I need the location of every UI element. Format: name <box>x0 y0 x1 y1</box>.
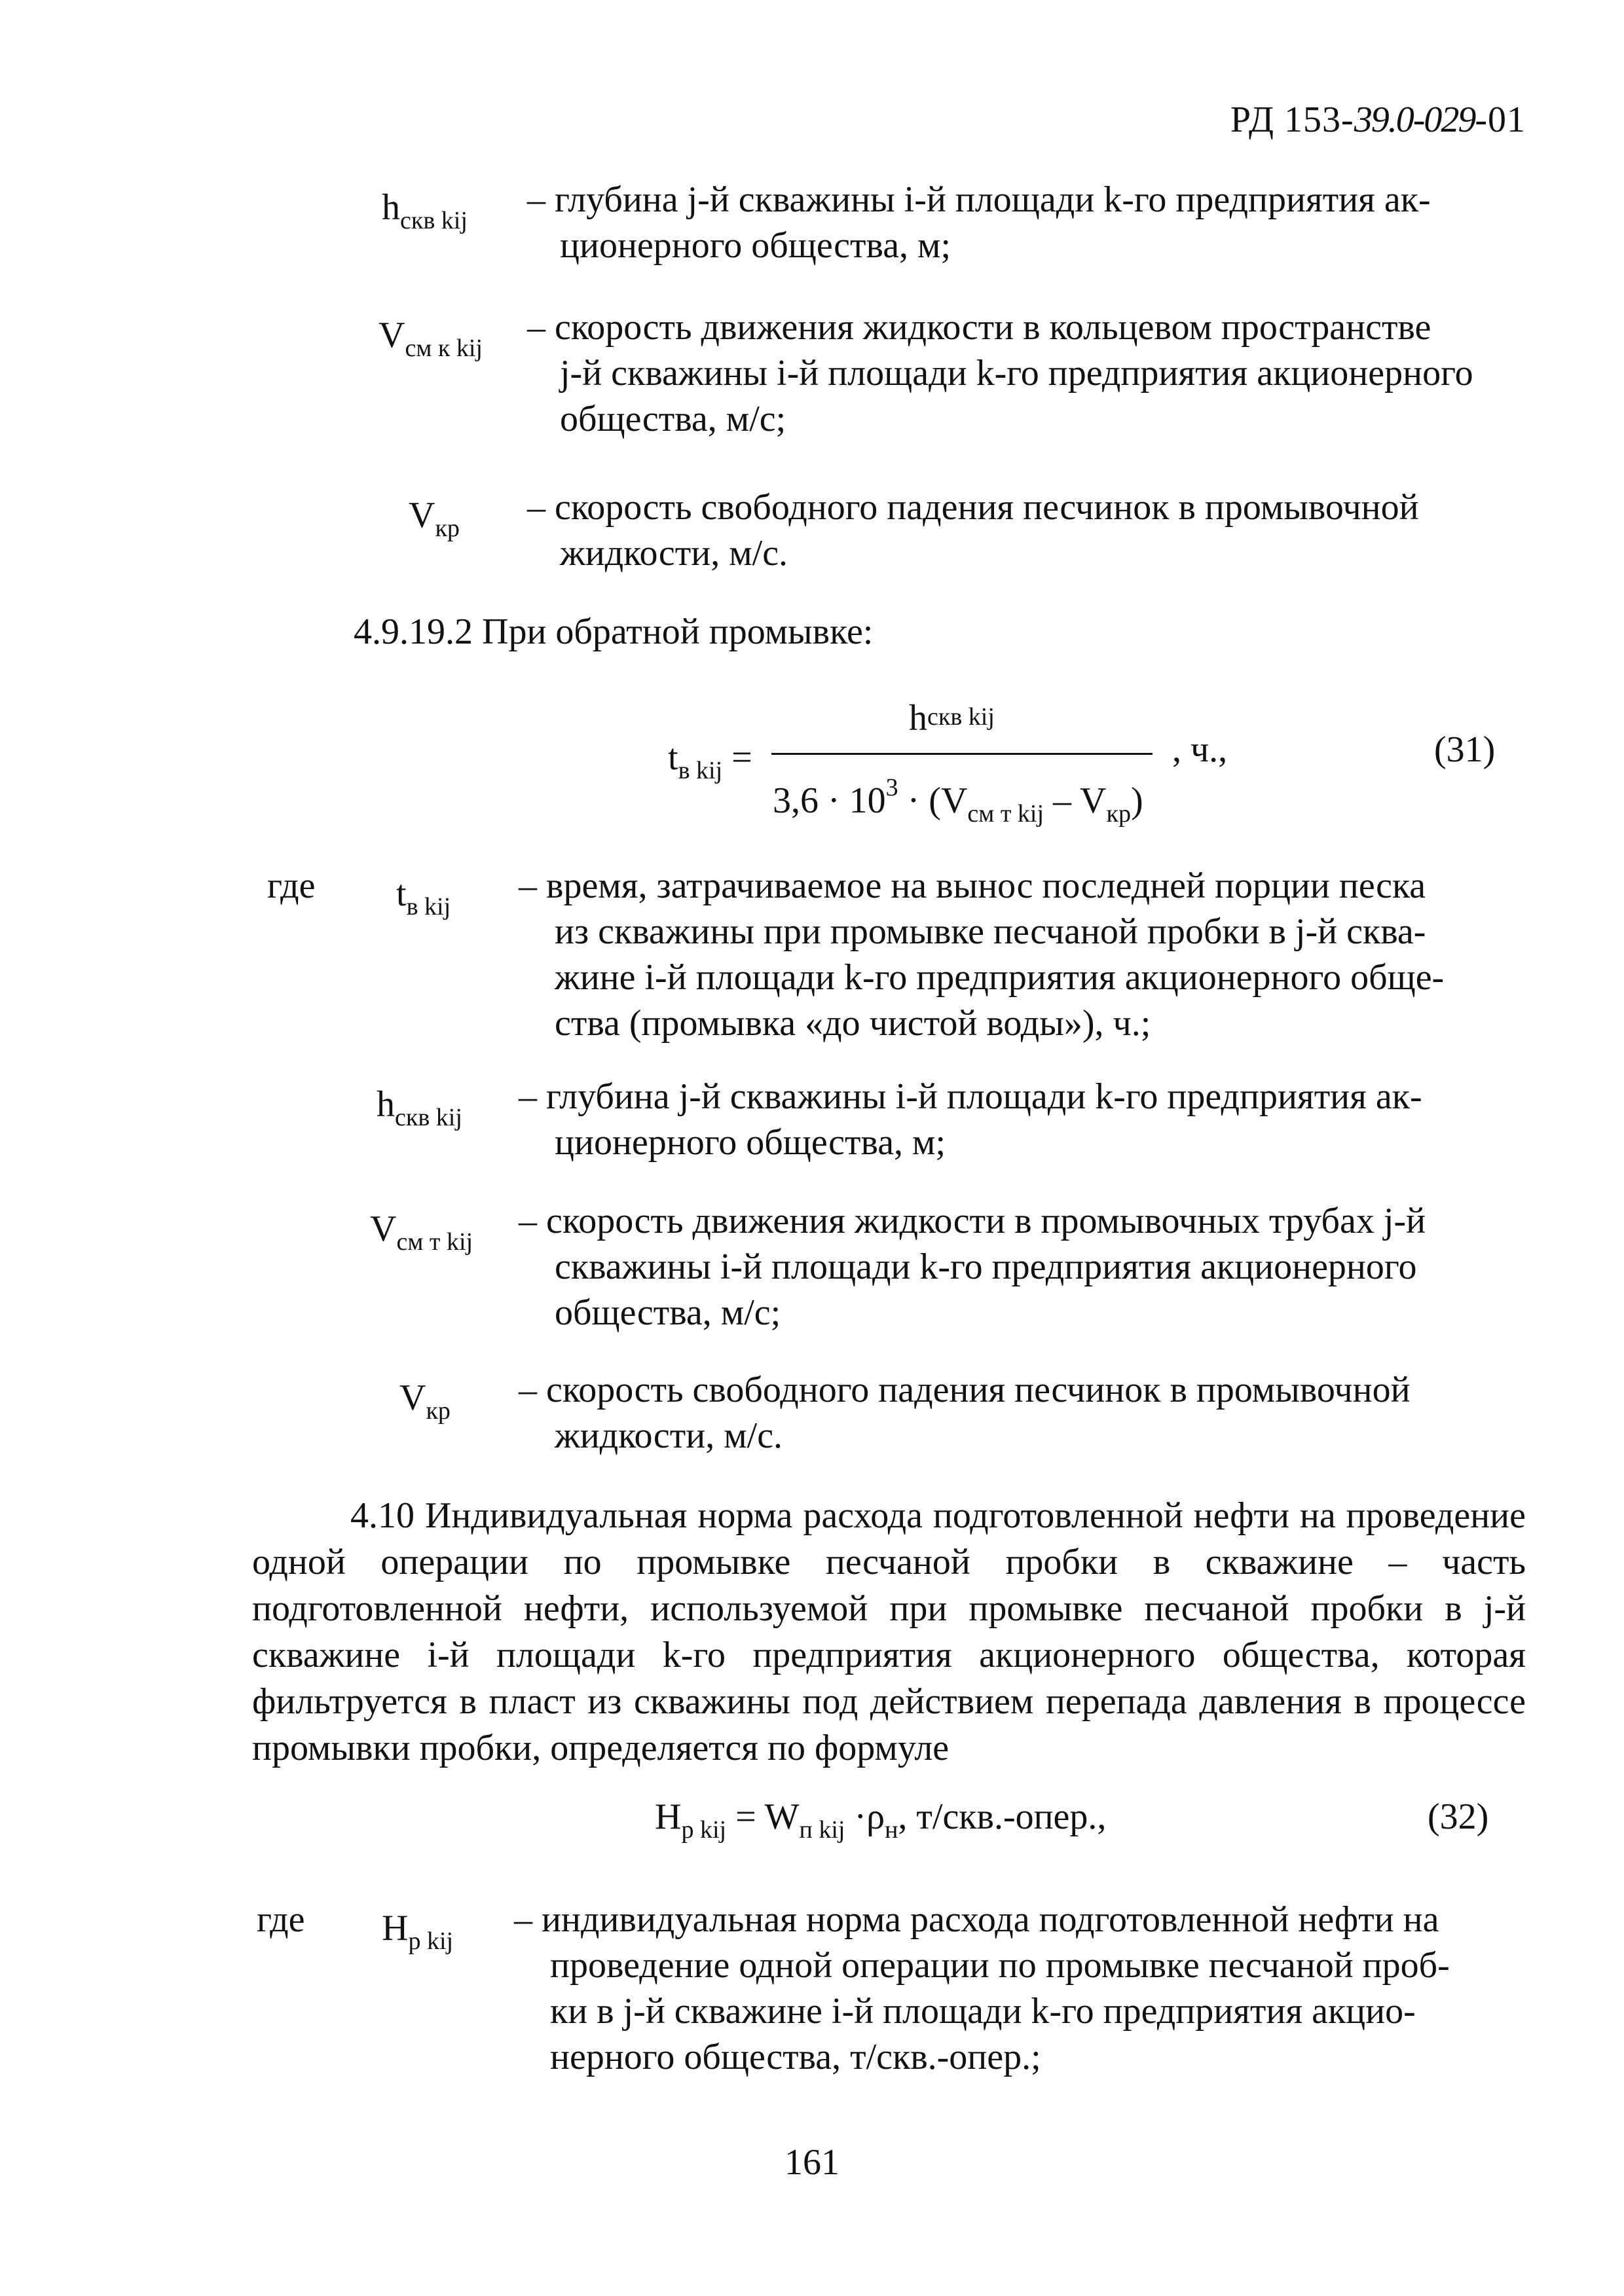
symbol-h-skv: $h_{скв kij}$ <box>382 187 468 234</box>
definition-text: – скорость свободного падения песчинок в промывочной жидкости, м/с. <box>519 1370 1411 1456</box>
equation-number-31: (31) <box>1434 729 1496 770</box>
where-label: где <box>267 866 316 906</box>
symbol-v-kr: $V_{кр}$ <box>399 1377 451 1425</box>
formula-31-numerator: $h^{скв kij}$ <box>909 698 995 738</box>
document-code: РД 153-39.0-029-01 <box>1230 100 1526 140</box>
definition-text: – скорость движения жидкости в кольцевом пространстве j-й скважины i-й площади k-го предприятия акционерного общества, м/с; <box>527 307 1473 439</box>
section-heading: 4.9.19.2 При обратной промывке: <box>354 611 874 652</box>
page-number: 161 <box>784 2142 840 2183</box>
formula-31-denominator: $3,6 \cdot 10^3 \cdot (V_{см т kij} - V_{кр})$ <box>773 774 1143 828</box>
definition-text: – глубина j-й скважины i-й площади k-го предприятия ак- ционерного общества, м; <box>519 1076 1422 1163</box>
handwritten-code: 39.0-029 <box>1354 100 1475 140</box>
formula-32: $H_{р kij} = W_{п kij} \cdot\rho_н$, т/скв.-опер., <box>655 1796 1107 1844</box>
equation-number-32: (32) <box>1428 1796 1489 1837</box>
formula-31-lhs: $t_{в kij}$ = <box>668 737 752 784</box>
symbol-h-skv: $h_{скв kij}$ <box>377 1084 462 1131</box>
paragraph-4-10: 4.10 Индивидуальная норма расхода подготовленной нефти на проведение одной операции по промывке песчаной пробки в скважине – часть подготовленной нефти, используемой при промывке песчаной пробки в j-й скважине i-й площади k-го предприятия акционерного общества, которая фильтруется в пласт из скважины под действием перепада давления в процессе промывки пробки, определяется по формуле <box>252 1495 1526 1768</box>
symbol-t-v: $t_{в kij}$ <box>396 873 451 920</box>
fraction-bar <box>771 753 1153 755</box>
definition-text: – глубина j-й скважины i-й площади k-го предприятия ак- ционерного общества, м; <box>527 179 1431 266</box>
formula-31-unit: , ч., <box>1172 729 1228 770</box>
symbol-v-sm-t: $V_{см т kij}$ <box>370 1209 473 1256</box>
symbol-v-kr: $V_{кр}$ <box>409 495 460 542</box>
definition-text: – индивидуальная норма расхода подготовленной нефти на проведение одной операции по промывке песчаной проб- ки в j-й скважине i-й площади k-го предприятия акцио- нерного общества, т/скв.-опер.; <box>514 1899 1450 2077</box>
where-label: где <box>257 1899 305 1940</box>
definition-text: – скорость свободного падения песчинок в промывочной жидкости, м/с. <box>527 487 1419 574</box>
symbol-v-sm-k: $V_{см к kij}$ <box>378 315 483 362</box>
definition-text: – скорость движения жидкости в промывочных трубах j-й скважины i-й площади k-го предприятия акционерного общества, м/с; <box>519 1201 1426 1333</box>
definition-text: – время, затрачиваемое на вынос последней порции песка из скважины при промывке песчаной пробки в j-й сква- жине i-й площади k-го предприятия акционерного обще- ства (промывка «до чистой воды»), ч.; <box>519 866 1445 1044</box>
symbol-h-p: $H_{р kij}$ <box>382 1908 454 1955</box>
